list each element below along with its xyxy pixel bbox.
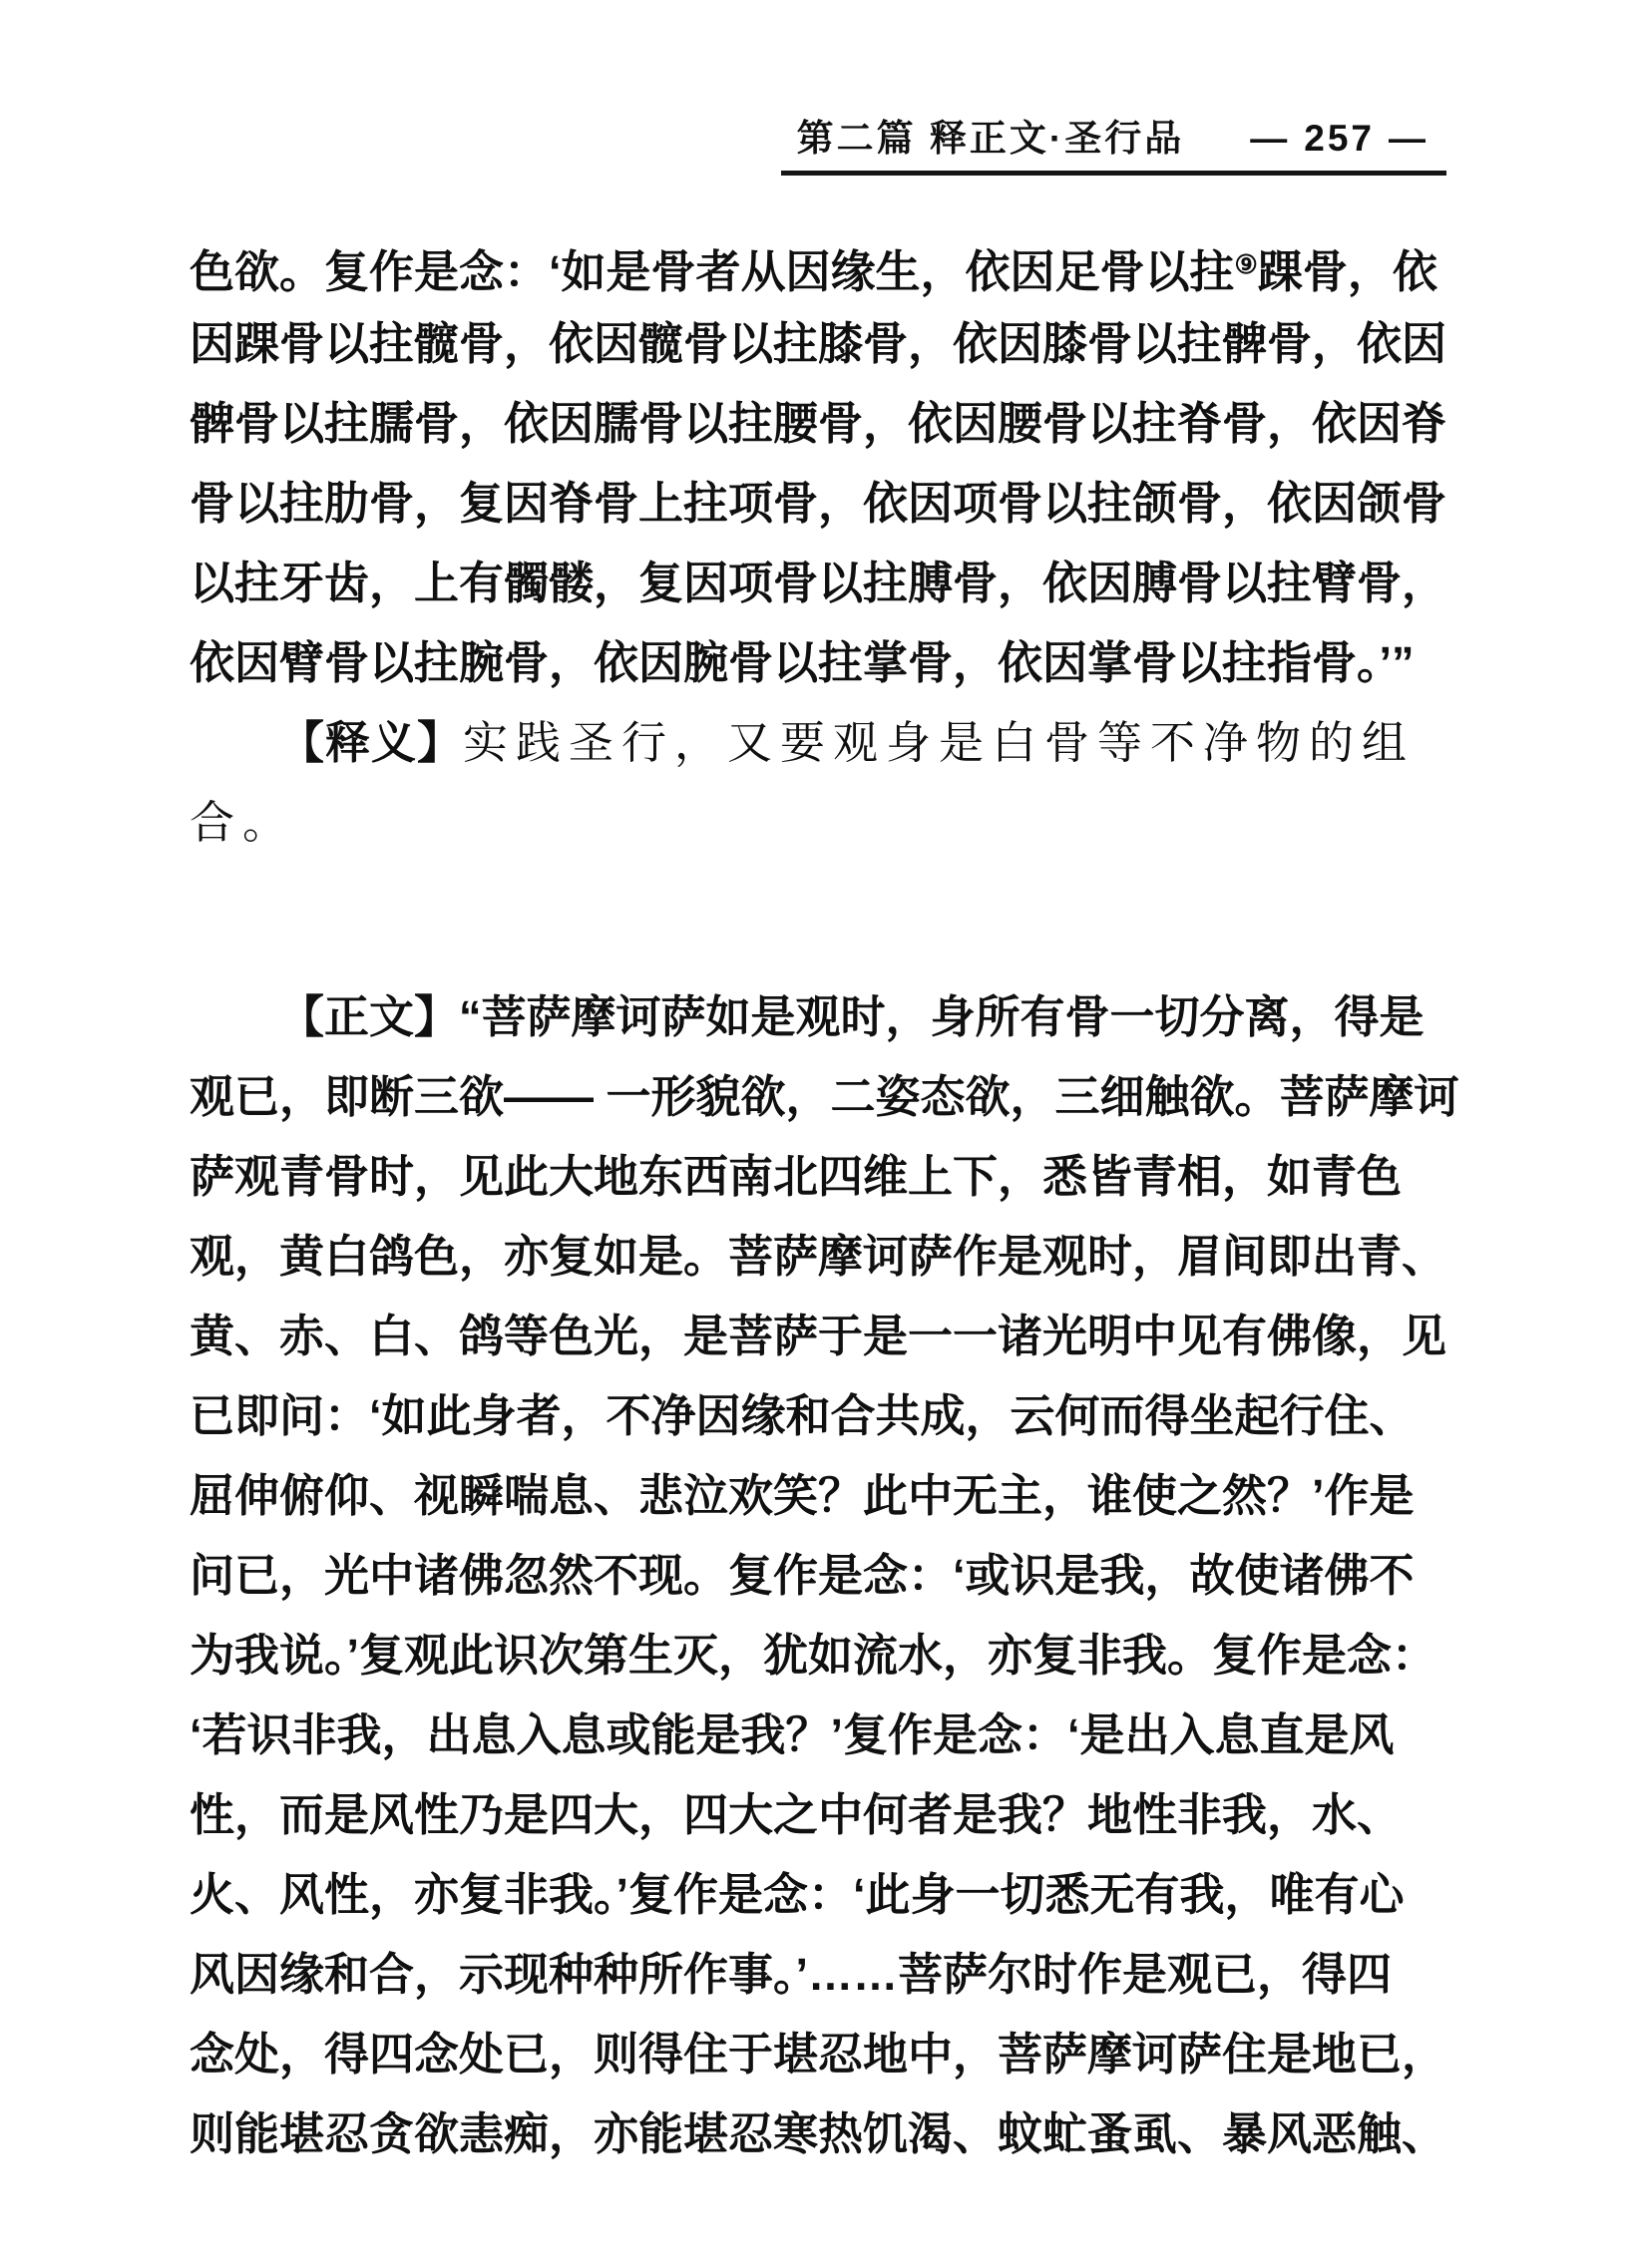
text-line: 性，而是风性乃是四大，四大之中何者是我？地性非我，水、 [190, 1789, 1403, 1840]
page-number-dash-right: — [1389, 118, 1428, 159]
text-segment: 色欲。复作是念：‘如是骨者从因缘生，依因足骨以拄 [190, 246, 1235, 297]
page-number-dash-left: — [1250, 118, 1291, 159]
text-line: ‘若识非我，出息入息或能是我？’复作是念：‘是出入息直是风 [190, 1709, 1395, 1760]
zhengwen-label: 【正文】 [279, 991, 460, 1042]
text-line: 火、风性，亦复非我。’复作是念：‘此身一切悉无有我，唯有心 [190, 1869, 1405, 1920]
text-line: 则能堪忍贪欲恚痴，亦能堪忍寒热饥渴、蚊虻蚤虱、暴风恶触、 [190, 2108, 1447, 2159]
text-line: 观，黄白鸽色，亦复如是。菩萨摩诃萨作是观时，眉间即出青、 [190, 1231, 1447, 1282]
text-line: 以拄牙齿，上有髑髅，复因项骨以拄膊骨，依因膊骨以拄臂骨， [190, 558, 1447, 608]
text-line: 屈伸俯仰、视瞬喘息、悲泣欢笑？此中无主，谁使之然？’作是 [190, 1470, 1415, 1521]
chapter-title: 第二篇 释正文·圣行品 [796, 118, 1185, 159]
page-number-group [1236, 118, 1442, 159]
text-segment: 实践圣行，又要观身是白骨等不净物的组 [463, 718, 1416, 768]
text-line [190, 977, 1448, 1057]
paragraph-zhengwen [190, 977, 1459, 2174]
text-line: 骨以拄肋骨，复因脊骨上拄项骨，依因项骨以拄颌骨，依因颌骨 [190, 478, 1447, 529]
text-line: 念处，得四念处已，则得住于堪忍地中，菩萨摩诃萨住是地已， [190, 2029, 1447, 2079]
text-line [190, 703, 1448, 783]
text-line: 因踝骨以拄髋骨，依因髋骨以拄膝骨，依因膝骨以拄髀骨，依因 [190, 318, 1447, 369]
text-line: 萨观青骨时，见此大地东西南北四维上下，悉皆青相，如青色 [190, 1151, 1403, 1202]
text-line: 合。 [190, 798, 296, 848]
text-line: 依因臂骨以拄腕骨，依因腕骨以拄掌骨，依因掌骨以拄指骨。’” [190, 637, 1415, 688]
text-line: 髀骨以拄臑骨，依因臑骨以拄腰骨，依因腰骨以拄脊骨，依因脊 [190, 398, 1447, 449]
text-line [190, 224, 1448, 304]
paragraph-sutra-quote [190, 224, 1448, 703]
page-number: 257 [1304, 118, 1375, 159]
footnote-marker: ⑨ [1234, 249, 1258, 279]
shiyi-label: 【释义】 [279, 717, 464, 768]
paragraph-shiyi [190, 703, 1448, 863]
text-segment: “菩萨摩诃萨如是观时，身所有骨一切分离，得是 [459, 991, 1424, 1042]
text-line: 观已，即断三欲—— 一形貌欲，二姿态欲，三细触欲。菩萨摩诃 [190, 1071, 1459, 1122]
running-header [781, 116, 1446, 176]
text-segment: 踝骨，依 [1257, 246, 1437, 297]
text-line: 问已，光中诸佛忽然不现。复作是念：‘或识是我，故使诸佛不 [190, 1550, 1415, 1601]
text-line: 风因缘和合，示现种种所作事。’……菩萨尔时作是观已，得四 [190, 1949, 1393, 2000]
text-line: 已即问：‘如此身者，不净因缘和合共成，云何而得坐起行住、 [190, 1390, 1415, 1441]
text-line: 为我说。’复观此识次第生灭，犹如流水，亦复非我。复作是念： [190, 1630, 1437, 1681]
text-line: 黄、赤、白、鸽等色光，是菩萨于是一一诸光明中见有佛像，见 [190, 1311, 1447, 1361]
